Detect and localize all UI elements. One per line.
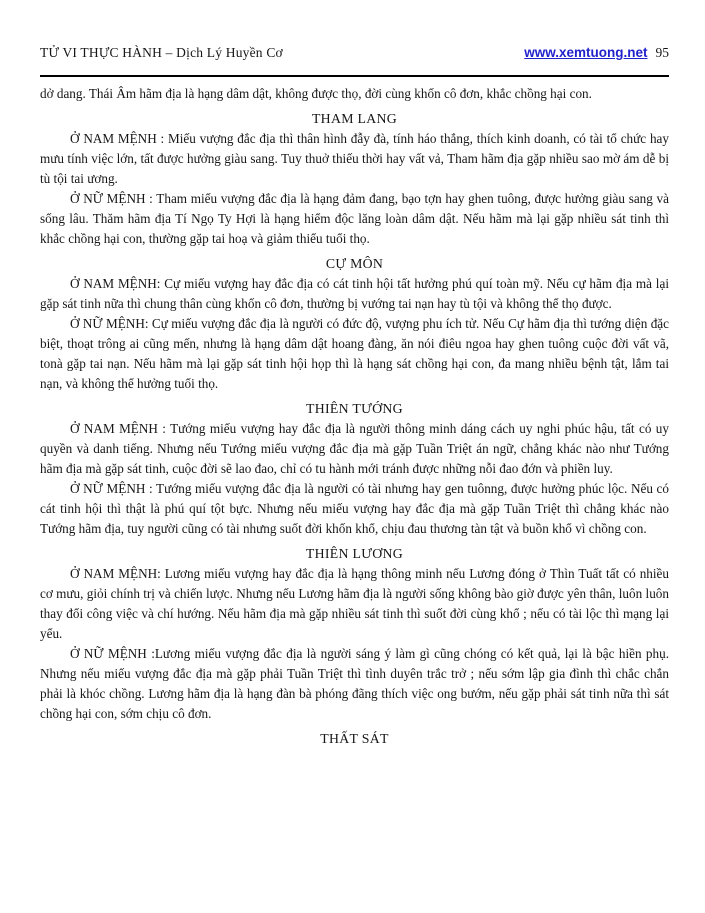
book-title: TỬ VI THỰC HÀNH – Dịch Lý Huyền Cơ — [40, 45, 283, 60]
intro-paragraph: dở dang. Thái Âm hãm địa là hạng dâm dật, không được thọ, đời cùng khốn cô đơn, khắc chồng hại con. — [40, 86, 592, 101]
page-header — [40, 44, 669, 62]
paragraph-nu-menh: Ở NỮ MỆNH : Tham miếu vượng đắc địa là hạng đảm đang, bạo tợn hay ghen tuông, được hưởng giàu sang và sống lâu. Thăm hãm địa Tí Ngọ Ty Hợi là hạng hiểm độc lăng loàn dâm dật. Nếu hãm mà lại gặp nhiều sát tinh thì khắc chồng hại con, thường gặp tai hoạ và giảm thiểu tuổi thọ. — [40, 191, 669, 246]
paragraph-nam-menh: Ở NAM MỆNH: Lương miếu vượng hay đắc địa là hạng thông minh nếu Lương đóng ở Thìn Tuất tất có nhiều cơ mưu, giỏi chính trị và chiến lược. Nhưng nếu Lương hãm địa là người sống không bào giờ được yên thân, luôn luôn thay đổi công việc và chí hướng. Nếu hãm địa mà gặp nhiều sát tinh thì suốt đời cùng khổ ; nếu có tài lộc thì mạng lại yểu. — [40, 566, 669, 641]
section-heading-thien-tuong: THIÊN TƯỚNG — [306, 401, 403, 416]
section-heading-thien-luong: THIÊN LƯƠNG — [305, 546, 404, 561]
paragraph-nu-menh: Ở NỮ MỆNH: Cự miếu vượng đắc địa là người có đức độ, vượng phu ích tử. Nếu Cự hãm địa thì tướng diện đặc biệt, thoạt trông ai cũng mến, nhưng là hạng dâm dật hoang đàng, ăn nói điêu ngoa hay ghen tuông cuộc đời vất vã, tonà gặp tai nạn. Nếu hãm mà lại gặp sát tinh hội họp thì là hạng sát chồng hại con, đa mang nhiều bệnh tật, lắm tai nạn, và không thể hưởng tuổi thọ. — [40, 316, 669, 391]
paragraph-nu-menh: Ở NỮ MỆNH :Lương miếu vượng đắc địa là người sáng ý làm gì cũng chóng có kết quả, lại là bậc hiền phụ. Nhưng nếu miếu vượng đắc địa mà gặp phải Tuần Triệt thì tình duyên trắc trở ; nếu sớm lập gia đình thì chắc chắn phải là khóc chồng. Lương hãm địa là hạng đàn bà phóng đãng thích việc ong bướm, nếu gặp phải sát tinh nữa thì sát chồng hại con, sớm chịu cô đơn. — [40, 646, 669, 721]
section-heading-cu-mon: CỰ MÔN — [325, 256, 384, 271]
section-heading-tham-lang: THAM LANG — [311, 111, 398, 126]
paragraph-nam-menh: Ở NAM MỆNH: Cự miếu vượng hay đắc địa có cát tinh hội tất hưởng phú quí toàn mỹ. Nếu cự hãm địa mà lại gặp sát tinh nữa thì chung thân cùng khốn cô đơn, thường bị vướng tai nạn hay tù tội và không thể thọ được. — [40, 276, 669, 311]
header-divider — [40, 75, 669, 77]
paragraph-nam-menh: Ở NAM MỆNH : Miếu vượng đắc địa thì thân hình đẫy đà, tính háo thắng, thích kinh doanh, có tài tổ chức hay mưu tính việc lớn, tất được hưởng giàu sang. Tuy thuở thiếu thời hay vất vả, Tham hãm địa gặp nhiều sao mờ ám dễ bị tù tội tai ương. — [40, 131, 669, 186]
paragraph-nu-menh: Ở NỮ MỆNH : Tướng miếu vượng đắc địa là người có tài nhưng hay gen tuônng, được hưởng phúc lộc. Nếu có cát tinh hội thì thật là phú quí tột bực. Nhưng nếu miếu vượng hay đắc địa mà gặp Tuần Triệt thì chẳng khác nào Tướng hãm địa, tuy người cũng có tài nhưng suốt đời khốn khổ, chịu đau thương tàn tật và buồn khổ vì chồng con. — [40, 481, 669, 536]
paragraph-nam-menh: Ở NAM MỆNH : Tướng miếu vượng hay đắc địa là người thông minh dáng cách uy nghi phúc hậu, tất có uy quyền và danh tiếng. Nhưng nếu Tướng miếu vượng đắc địa mà gặp Tuần Triệt án ngữ, chẳng khác nào như Tướng hãm địa mà gặp sát tinh, cuộc đời sẽ lao đao, chỉ có tu hành mới tránh được những nỗi đao đớn và phiền luy. — [40, 421, 669, 476]
website-link[interactable]: www.xemtuong.net — [524, 45, 648, 60]
document-body — [40, 84, 669, 749]
header-right — [524, 44, 669, 62]
page-number: 95 — [655, 45, 669, 60]
section-heading-that-sat: THẤT SÁT — [320, 731, 389, 746]
